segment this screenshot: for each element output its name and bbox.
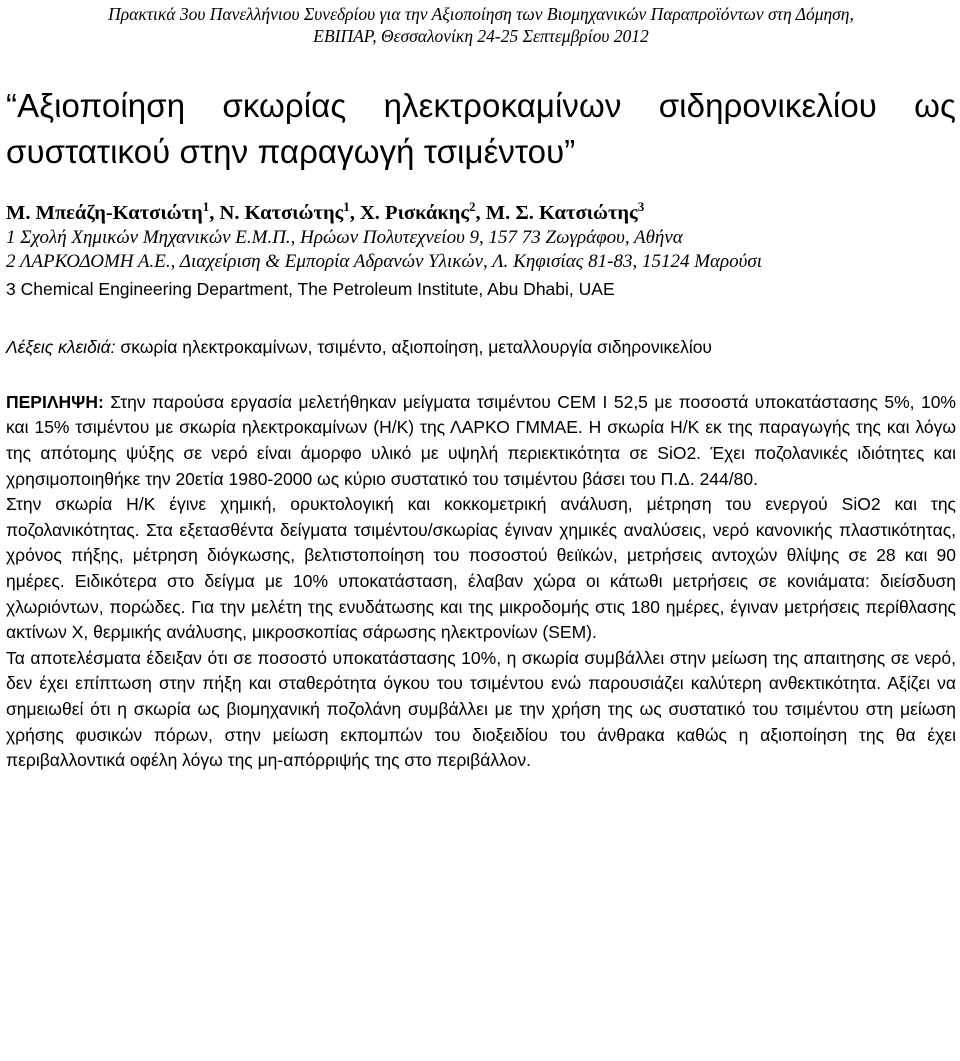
keywords-label: Λέξεις κλειδιά: — [6, 336, 116, 357]
header-line-1: Πρακτικά 3ου Πανελλήνιου Συνεδρίου για την Αξιοποίηση των Βιομηχανικών Παραπροϊόντων στη Δόμηση, — [108, 4, 854, 24]
author-affiliation-number: 1 — [202, 199, 210, 214]
keywords-text: σκωρία ηλεκτροκαμίνων, τσιμέντο, αξιοποίηση, μεταλλουργία σιδηρονικελίου — [120, 336, 713, 357]
abstract-paragraph-1 — [6, 390, 956, 492]
author-name: Χ. Ρισκάκης — [360, 201, 469, 224]
abstract-paragraph-1-text: Στην παρούσα εργασία μελετήθηκαν μείγματα τσιμέντου CEM I 52,5 με ποσοστά υποκατάστασης 5%, 10% και 15% τσιμέντου με σκωρία ηλεκτροκαμίνων (Η/Κ) της ΛΑΡΚΟ ΓΜΜΑΕ. Η σκωρία Η/Κ εκ της παραγωγής της και λόγω της απότομης ψύξης σε νερό είναι άμορφο υλικό με υψηλή περιεκτικότητα σε SiO2. Έχει ποζολανικές ιδιότητες και χρησιμοποιηθήκε την 20ετία 1980-2000 ως κύριο συστατικό του τσιμέντου βάσει του Π.Δ. 244/80. — [6, 391, 956, 489]
author-name: Ν. Κατσιώτης — [219, 201, 344, 224]
author-name: Μ. Σ. Κατσιώτης — [485, 201, 638, 224]
abstract-paragraph-3: Τα αποτελέσματα έδειξαν ότι σε ποσοστό υποκατάστασης 10%, η σκωρία συμβάλλει στην μείωση της απαιτησης σε νερό, δεν έχει επίπτωση στην πήξη και σταθερότητα όγκου του τσιμέντου ενώ παρουσιάζει καλύτερη ανθεκτικότητα. Αξίζει να σημειωθεί ότι η σκωρία ως βιομηχανική ποζολάνη συμβάλλει με την χρήση της ως συστατικό του τσιμέντου στη μείωση χρήσης φυσικών πόρων, στην μείωση εκπομπών του διοξειδίου του άνθρακα καθώς η αξιοποίηση της θα έχει περιβαλλοντικά οφέλη λόγω της μη-απόρριψής της στο περιβάλλον. — [6, 647, 956, 771]
author-affiliation-number: 3 — [637, 199, 645, 214]
author-name: Μ. Μπεάζη-Κατσιώτη — [6, 201, 203, 224]
affiliation-3: 3 Chemical Engineering Department, The Petroleum Institute, Abu Dhabi, UAE — [6, 278, 615, 299]
abstract-label: ΠΕΡΙΛΗΨΗ: — [6, 391, 104, 412]
keywords — [6, 334, 956, 360]
affiliation-1: 1 Σχολή Χημικών Μηχανικών Ε.Μ.Π., Ηρώων Πολυτεχνείου 9, 157 73 Ζωγράφου, Αθήνα — [6, 226, 683, 248]
abstract — [6, 390, 956, 774]
paper-page — [6, 0, 956, 774]
affiliation-2: 2 ΛΑΡΚΟΔΟΜΗ Α.Ε., Διαχείριση & Εμπορία Αδρανών Υλικών, Λ. Κηφισίας 81-83, 15124 Μαρούσι — [6, 250, 763, 272]
abstract-paragraph-2: Στην σκωρία Η/Κ έγινε χημική, ορυκτολογική και κοκκομετρική ανάλυση, μέτρηση του ενεργού SiO2 και της ποζολανικότητας. Στα εξετασθέντα δείγματα τσιμέντου/σκωρίας έγιναν χημικές αναλύσεις, νερό κανονικής πλαστικότητας, χρόνος πήξης, μέτρηση διόγκωσης, βελτιστοποίηση του ποσοστού θειϊκών, μετρήσεις αντοχών θλίψης σε 28 και 90 ημέρες. Ειδικότερα στο δείγμα με 10% υποκατάσταση, έλαβαν χώρα οι κάτωθι μετρήσεις σε κονιάματα: διείσδυση χλωριόντων, πορώδες. Για την μελέτη της ενυδάτωσης και της μικροδομής στις 180 ημέρες, έγιναν μετρήσεις περίθλασης ακτίνων Χ, θερμικής ανάλυσης, μικροσκοπίας σάρωσης ηλεκτρονίων (SEM). — [6, 494, 956, 643]
author-affiliation-number: 2 — [469, 199, 476, 214]
author-affiliation-number: 1 — [343, 199, 350, 214]
running-header — [6, 0, 956, 47]
author-list: Μ. Μπεάζη-Κατσιώτη$^1$, Ν. Κατσιώτης$^1$, Χ. Ρισκάκης$^2$, Μ. Σ. Κατσιώτης$^3$ — [6, 199, 645, 224]
paper-title: “Αξιοποίηση σκωρίας ηλεκτροκαμίνων σιδηρονικελίου ως συστατικού στην παραγωγή τσιμέντου” — [6, 87, 956, 170]
header-line-2: ΕΒΙΠΑΡ, Θεσσαλονίκη 24-25 Σεπτεμβρίου 2012 — [313, 26, 649, 46]
